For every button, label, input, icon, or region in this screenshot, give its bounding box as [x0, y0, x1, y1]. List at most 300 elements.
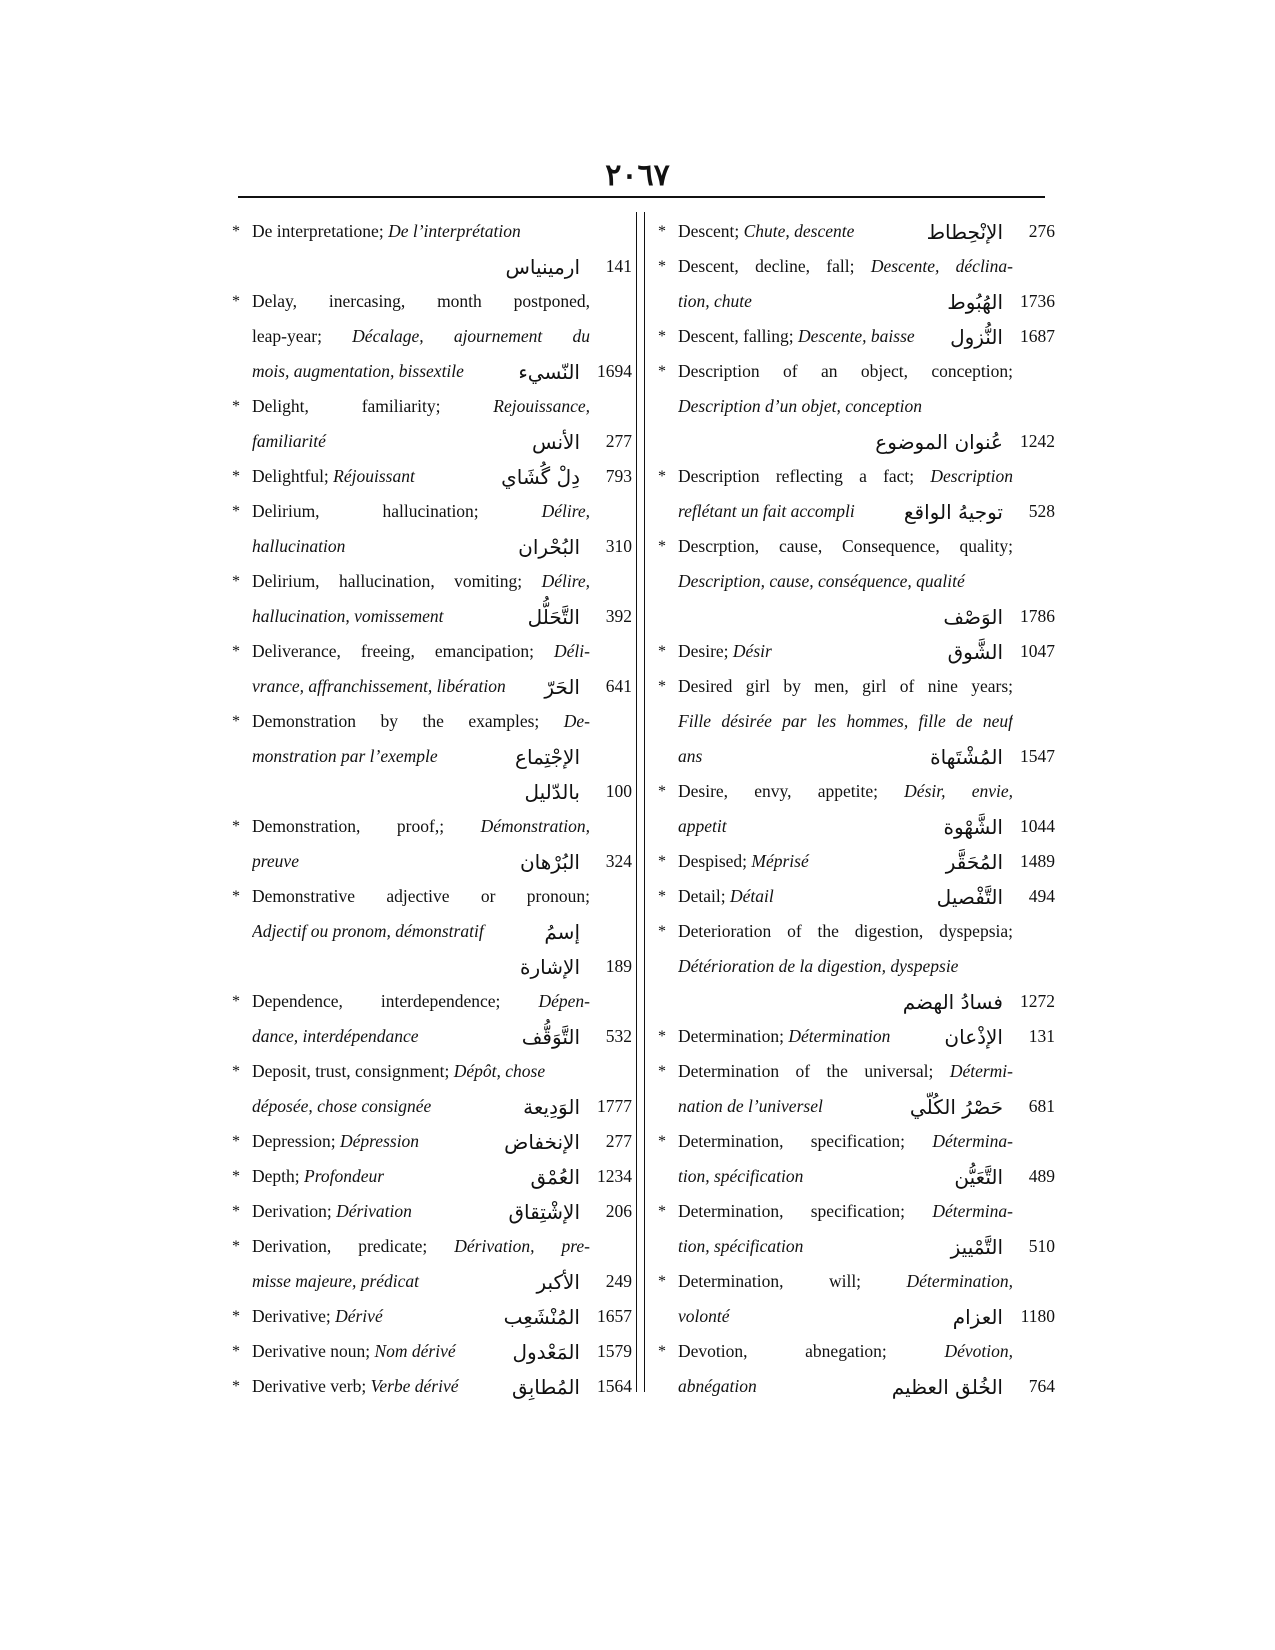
arabic-term: البُحْران — [518, 534, 580, 559]
arabic-term: المُطابِق — [512, 1374, 580, 1399]
column-divider-left — [636, 212, 637, 1392]
entry-line — [658, 354, 1055, 389]
entry-line — [658, 1194, 1055, 1229]
entry-bullet: * — [232, 887, 240, 905]
entry-number: 764 — [1028, 1376, 1055, 1396]
entry-bullet: * — [232, 222, 240, 240]
entry-number: 1272 — [1020, 991, 1055, 1011]
english-term: Descent; — [678, 221, 744, 241]
entry-line — [232, 1054, 632, 1089]
entry-line — [658, 249, 1055, 284]
french-term: Méprisé — [751, 851, 809, 871]
entry-line — [232, 529, 632, 564]
entry-text — [252, 1026, 512, 1047]
english-term: Desire; — [678, 641, 733, 661]
french-term: Dérivation — [336, 1201, 412, 1221]
entry-text — [678, 781, 1013, 802]
entry-text — [678, 1026, 934, 1047]
arabic-term: المُشْتَهاة — [930, 744, 1003, 769]
entry-line — [232, 319, 632, 354]
entry-text — [252, 501, 590, 522]
french-term: déposée, chose consignée — [252, 1096, 432, 1116]
entry-line — [658, 949, 1055, 984]
french-term: Délire, — [541, 571, 590, 591]
entry-text — [252, 1061, 590, 1082]
left-column — [232, 214, 632, 1404]
entry-bullet: * — [232, 467, 240, 485]
entry-line — [232, 949, 632, 984]
arabic-term: الشَّهْوة — [943, 814, 1003, 839]
entry-line — [232, 424, 632, 459]
entry-text — [678, 501, 894, 522]
french-term: tion, spécification — [678, 1236, 804, 1256]
entry-bullet: * — [232, 1167, 240, 1185]
entry-number: 1777 — [597, 1096, 632, 1116]
entry-bullet: * — [658, 537, 666, 555]
entry-line — [232, 494, 632, 529]
english-term: Description of an object, conception; — [678, 361, 1013, 381]
arabic-term: عُنوان الموضوع — [875, 429, 1003, 454]
english-term: Descrption, cause, Consequence, quality; — [678, 536, 1013, 556]
entry-text — [678, 1096, 900, 1117]
arabic-term: النُّزول — [950, 324, 1003, 349]
entry-text — [678, 851, 936, 872]
entry-line — [232, 249, 632, 284]
entry-line — [232, 634, 632, 669]
entry-bullet: * — [658, 887, 666, 905]
entry-text — [678, 571, 1013, 592]
arabic-term: العزام — [952, 1304, 1003, 1329]
entry-text — [252, 1166, 520, 1187]
entry-text — [678, 1166, 944, 1187]
entry-number: 206 — [605, 1201, 632, 1221]
arabic-term: الوَدِيعة — [523, 1094, 580, 1119]
french-term: hallucination, vomissement — [252, 606, 444, 626]
entry-text — [678, 361, 1013, 382]
entry-number: 1657 — [597, 1306, 632, 1326]
entry-bullet: * — [232, 817, 240, 835]
entry-bullet: * — [232, 1202, 240, 1220]
french-term: volonté — [678, 1306, 730, 1326]
entry-bullet: * — [658, 1342, 666, 1360]
french-term: Nom dérivé — [374, 1341, 456, 1361]
entry-line — [232, 214, 632, 249]
entry-bullet: * — [658, 852, 666, 870]
english-term: Deliverance, freeing, emancipation; — [252, 641, 555, 661]
entry-line — [232, 1089, 632, 1124]
entry-text — [252, 396, 590, 417]
arabic-term: الخُلق العظيم — [891, 1374, 1003, 1399]
entry-bullet: * — [232, 1342, 240, 1360]
french-term: Détermination — [788, 1026, 891, 1046]
french-term: Détail — [730, 886, 774, 906]
french-term: Chute, descente — [743, 221, 855, 241]
entry-line — [232, 704, 632, 739]
french-term: Dépen- — [538, 991, 590, 1011]
french-term: hallucination — [252, 536, 346, 556]
entry-line — [232, 1229, 632, 1264]
entry-number: 1044 — [1020, 816, 1055, 836]
entry-text — [252, 991, 590, 1012]
entry-line — [658, 424, 1055, 459]
entry-line — [232, 844, 632, 879]
entry-text — [678, 1376, 882, 1397]
french-term: tion, spécification — [678, 1166, 804, 1186]
entry-text — [678, 1271, 1013, 1292]
entry-number: 100 — [605, 781, 632, 801]
entry-bullet: * — [658, 922, 666, 940]
column-divider-right — [644, 212, 645, 1392]
english-term: Delirium, hallucination, vomiting; — [252, 571, 542, 591]
entry-line — [232, 984, 632, 1019]
entry-number: 1234 — [597, 1166, 632, 1186]
english-term: Delight, familiarity; — [252, 396, 494, 416]
entry-text — [678, 536, 1013, 557]
entry-text — [678, 921, 1013, 942]
entry-line — [658, 319, 1055, 354]
entry-line — [232, 1369, 632, 1404]
arabic-term: الإنْحِطاط — [926, 219, 1003, 244]
french-term: monstration par l’exemple — [252, 746, 438, 766]
entry-number: 1547 — [1020, 746, 1055, 766]
english-term: Delirium, hallucination; — [252, 501, 542, 521]
english-term: Determination, specification; — [678, 1131, 933, 1151]
entry-text — [678, 396, 1013, 417]
entry-line — [658, 1019, 1055, 1054]
entry-text — [678, 886, 927, 907]
arabic-term: الإجْتِماع — [515, 744, 580, 769]
french-term: Verbe dérivé — [370, 1376, 459, 1396]
entry-number: 392 — [605, 606, 632, 626]
french-term: Désir — [732, 641, 772, 661]
entry-text — [252, 1236, 590, 1257]
entry-line — [232, 1334, 632, 1369]
entry-line — [658, 844, 1055, 879]
english-term: Derivation; — [252, 1201, 337, 1221]
entry-bullet: * — [232, 992, 240, 1010]
entry-line — [232, 1194, 632, 1229]
arabic-term: التَّعَيُّن — [954, 1164, 1003, 1189]
english-term: Depth; — [252, 1166, 305, 1186]
entry-number: 1489 — [1020, 851, 1055, 871]
arabic-term: إسمُ — [544, 919, 580, 944]
french-term: Dérivation, pre- — [454, 1236, 590, 1256]
arabic-term: المَعْدول — [512, 1339, 580, 1364]
french-term: Description, cause, conséquence, qualité — [678, 571, 965, 591]
entry-number: 1047 — [1020, 641, 1055, 661]
entry-text — [678, 1236, 941, 1257]
page-number: ٢٠٦٧ — [605, 159, 670, 192]
french-term: De l’interprétation — [388, 221, 521, 241]
entry-bullet: * — [658, 1062, 666, 1080]
entry-number: 1564 — [597, 1376, 632, 1396]
arabic-term: حَصْرُ الكُلّي — [909, 1094, 1003, 1119]
english-term: De interpretatione; — [252, 221, 389, 241]
entry-number: 532 — [605, 1026, 632, 1046]
entry-bullet: * — [658, 1202, 666, 1220]
entry-number: 276 — [1028, 221, 1055, 241]
english-term: Deposit, trust, consignment; — [252, 1061, 454, 1081]
entry-text — [252, 1096, 513, 1117]
entry-bullet: * — [658, 677, 666, 695]
entry-number: 793 — [605, 466, 632, 486]
entry-number: 249 — [605, 1271, 632, 1291]
entry-line — [232, 459, 632, 494]
arabic-term: الوَصْف — [943, 604, 1003, 629]
entry-bullet: * — [658, 327, 666, 345]
entry-text — [678, 326, 940, 347]
english-term: Delightful; — [252, 466, 334, 486]
english-term: Demonstration, proof,; — [252, 816, 481, 836]
english-term: Dependence, interdependence; — [252, 991, 539, 1011]
french-term: ans — [678, 746, 703, 766]
arabic-term: الهُبُوط — [947, 289, 1003, 314]
french-term: Démonstration, — [480, 816, 590, 836]
english-term: Detail; — [678, 886, 730, 906]
french-term: Fille désirée par les hommes, fille de neuf — [678, 711, 1013, 731]
entry-text — [678, 1306, 943, 1327]
entry-number: 528 — [1028, 501, 1055, 521]
entry-line — [658, 634, 1055, 669]
entry-text — [252, 291, 590, 312]
entry-bullet: * — [232, 502, 240, 520]
entry-number: 1242 — [1020, 431, 1055, 451]
french-term: Délire, — [541, 501, 590, 521]
entry-bullet: * — [232, 1307, 240, 1325]
entry-line — [232, 669, 632, 704]
french-term: Décalage, ajournement du — [352, 326, 590, 346]
entry-line — [658, 1229, 1055, 1264]
english-term: Demonstrative adjective or pronoun; — [252, 886, 590, 906]
entry-line — [658, 739, 1055, 774]
french-term: tion, chute — [678, 291, 752, 311]
entry-line — [658, 1159, 1055, 1194]
entry-bullet: * — [658, 1272, 666, 1290]
french-term: preuve — [252, 851, 299, 871]
entry-number: 1736 — [1020, 291, 1055, 311]
entry-line — [658, 879, 1055, 914]
french-term: Détermina- — [932, 1201, 1013, 1221]
arabic-term: فسادُ الهضم — [902, 989, 1003, 1014]
entry-text — [252, 676, 534, 697]
french-term: Description d’un objet, conception — [678, 396, 922, 416]
entry-line — [232, 389, 632, 424]
entry-line — [232, 284, 632, 319]
entry-text — [678, 1061, 1013, 1082]
arabic-term: المُحَقَّر — [945, 849, 1003, 874]
english-term: Delay, inercasing, month postponed, — [252, 291, 590, 311]
entry-text — [252, 1306, 494, 1327]
entry-text — [252, 921, 534, 942]
french-term: Dépression — [339, 1131, 420, 1151]
english-term: Devotion, abnegation; — [678, 1341, 945, 1361]
entry-text — [252, 711, 590, 732]
entry-number: 277 — [605, 431, 632, 451]
english-term: Descent, falling; — [678, 326, 799, 346]
entry-number: 489 — [1028, 1166, 1055, 1186]
entry-number: 641 — [605, 676, 632, 696]
entry-text — [678, 221, 917, 242]
right-column — [658, 214, 1055, 1404]
arabic-term: التَّحَلُّل — [527, 604, 580, 629]
entry-bullet: * — [232, 1237, 240, 1255]
entry-text — [678, 676, 1013, 697]
entry-number: 1694 — [597, 361, 632, 381]
french-term: Dérivé — [335, 1306, 383, 1326]
entry-text — [252, 536, 508, 557]
arabic-term: الأنس — [531, 429, 580, 454]
arabic-term: ارمينياس — [505, 254, 580, 279]
entry-bullet: * — [232, 397, 240, 415]
arabic-term: الأكبر — [536, 1269, 580, 1294]
french-term: nation de l’universel — [678, 1096, 823, 1116]
entry-text — [678, 641, 938, 662]
entry-bullet: * — [232, 1377, 240, 1395]
arabic-term: دِلْ گُشَاي — [501, 464, 580, 489]
entry-line — [658, 1124, 1055, 1159]
entry-line — [658, 704, 1055, 739]
entry-text — [252, 1131, 494, 1152]
entry-line — [232, 879, 632, 914]
entry-bullet: * — [658, 642, 666, 660]
entry-text — [252, 851, 510, 872]
entry-bullet: * — [658, 467, 666, 485]
entry-line — [658, 914, 1055, 949]
english-term: Description reflecting a fact; — [678, 466, 931, 486]
entry-text — [252, 571, 590, 592]
entry-text — [252, 1271, 526, 1292]
arabic-term: التَّمْييز — [950, 1234, 1003, 1259]
entry-text — [678, 466, 1013, 487]
english-term: Descent, decline, fall; — [678, 256, 871, 276]
arabic-term: بالدّليل — [524, 779, 580, 804]
entry-number: 131 — [1028, 1026, 1055, 1046]
entry-line — [232, 809, 632, 844]
english-term: Derivative noun; — [252, 1341, 375, 1361]
entry-line — [658, 389, 1055, 424]
french-term: misse majeure, prédicat — [252, 1271, 420, 1291]
french-term: Rejouissance, — [493, 396, 590, 416]
entry-bullet: * — [232, 1132, 240, 1150]
arabic-term: الإشْتِقاق — [508, 1199, 580, 1224]
entry-line — [658, 1054, 1055, 1089]
entry-text — [252, 431, 522, 452]
entry-line — [658, 564, 1055, 599]
french-term: mois, augmentation, bissextile — [252, 361, 464, 381]
french-term: De- — [563, 711, 590, 731]
entry-text — [678, 1201, 1013, 1222]
english-term: Despised; — [678, 851, 752, 871]
arabic-term: الإذْعان — [944, 1024, 1003, 1049]
entry-line — [658, 1264, 1055, 1299]
header-rule — [238, 196, 1045, 198]
entry-text — [678, 816, 933, 837]
arabic-term: الإشارة — [520, 954, 580, 979]
arabic-term: توجيهُ الواقع — [903, 499, 1003, 524]
entry-number: 510 — [1028, 1236, 1055, 1256]
entry-text — [252, 886, 590, 907]
entry-number: 324 — [605, 851, 632, 871]
french-term: Réjouissant — [333, 466, 415, 486]
french-term: familiarité — [252, 431, 326, 451]
entry-text — [252, 816, 590, 837]
entry-line — [658, 214, 1055, 249]
english-term: Derivative; — [252, 1306, 336, 1326]
entry-bullet: * — [658, 222, 666, 240]
entry-text — [252, 326, 590, 347]
french-term: abnégation — [678, 1376, 757, 1396]
arabic-term: الحَرّ — [544, 674, 580, 699]
english-term: Derivative verb; — [252, 1376, 371, 1396]
english-term: Desired girl by men, girl of nine years; — [678, 676, 1013, 696]
entry-line — [232, 1264, 632, 1299]
entry-line — [658, 284, 1055, 319]
entry-text — [252, 1201, 499, 1222]
entry-number: 277 — [605, 1131, 632, 1151]
french-term: Désir, envie, — [904, 781, 1013, 801]
entry-line — [658, 984, 1055, 1019]
french-term: dance, interdépendance — [252, 1026, 419, 1046]
entry-bullet: * — [232, 642, 240, 660]
entry-line — [658, 809, 1055, 844]
english-term: Depression; — [252, 1131, 340, 1151]
entry-bullet: * — [232, 712, 240, 730]
entry-text — [252, 1341, 502, 1362]
entry-line — [232, 914, 632, 949]
entry-line — [658, 1089, 1055, 1124]
entry-number: 681 — [1028, 1096, 1055, 1116]
entry-line — [232, 1299, 632, 1334]
french-term: Dévotion, — [944, 1341, 1013, 1361]
entry-number: 141 — [605, 256, 632, 276]
arabic-term: الإنخفاض — [504, 1129, 580, 1154]
french-term: Descente, baisse — [798, 326, 915, 346]
english-term: Desire, envy, appetite; — [678, 781, 905, 801]
entry-line — [658, 1369, 1055, 1404]
entry-number: 1687 — [1020, 326, 1055, 346]
entry-bullet: * — [658, 1027, 666, 1045]
entry-line — [232, 739, 632, 774]
english-term: Demonstration by the examples; — [252, 711, 564, 731]
entry-text — [678, 956, 1013, 977]
entry-line — [232, 599, 632, 634]
english-term: Determination; — [678, 1026, 789, 1046]
entry-text — [678, 711, 1013, 732]
entry-line — [658, 774, 1055, 809]
entry-bullet: * — [232, 1062, 240, 1080]
english-term: Determination, specification; — [678, 1201, 933, 1221]
arabic-term: المُنْشَعِب — [503, 1304, 580, 1329]
entry-number: 189 — [605, 956, 632, 976]
entry-bullet: * — [658, 1132, 666, 1150]
entry-line — [232, 1019, 632, 1054]
entry-text — [252, 361, 508, 382]
entry-text — [678, 256, 1013, 277]
entry-text — [678, 1341, 1013, 1362]
arabic-term: النّسيء — [518, 359, 580, 384]
entry-number: 1180 — [1020, 1306, 1055, 1326]
entry-line — [658, 669, 1055, 704]
entry-bullet: * — [658, 257, 666, 275]
entry-line — [658, 599, 1055, 634]
french-term: Détermina- — [932, 1131, 1013, 1151]
english-term: leap-year; — [252, 326, 353, 346]
french-term: Description — [930, 466, 1013, 486]
french-term: Dépôt, chose — [453, 1061, 546, 1081]
entry-bullet: * — [232, 292, 240, 310]
entry-number: 494 — [1028, 886, 1055, 906]
entry-text — [678, 291, 937, 312]
